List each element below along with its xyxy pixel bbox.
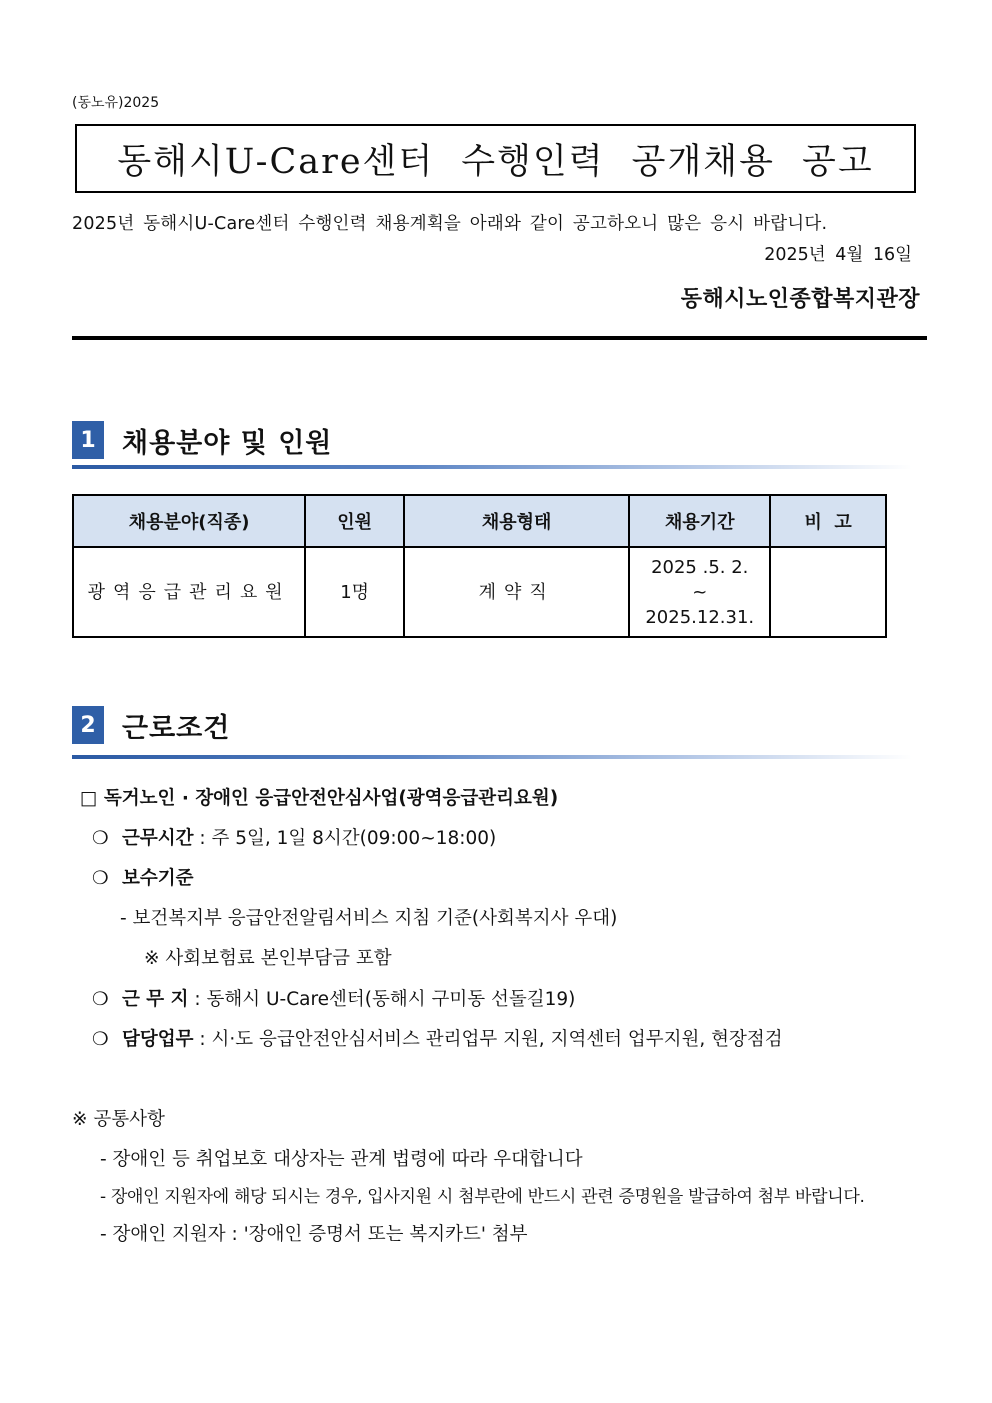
header-note: 비 고 (770, 495, 886, 547)
header-field: 채용분야(직종) (73, 495, 305, 547)
header-divider (72, 336, 927, 340)
section-2-underline (72, 755, 912, 759)
cell-period (629, 547, 770, 637)
bullet-icon: ❍ (92, 828, 109, 849)
period-end: 2025.12.31. (645, 606, 755, 628)
table-header-row (73, 495, 886, 547)
section-1-header (72, 421, 332, 459)
cell-note (770, 547, 886, 637)
table-row (73, 547, 886, 637)
condition-text: : 시·도 응급안전안심서비스 관리업무 지원, 지역센터 업무지원, 현장점검 (193, 1029, 783, 1050)
announcement-date: 2025년 4월 16일 (764, 245, 912, 265)
condition-work-hours (92, 824, 496, 850)
bullet-icon: ❍ (92, 989, 109, 1010)
period-separator: ~ (692, 581, 708, 603)
header-type: 채용형태 (404, 495, 629, 547)
bullet-icon: ❍ (92, 1029, 109, 1050)
cell-count: 1명 (305, 547, 404, 637)
common-item: - 장애인 지원자에 해당 되시는 경우, 입사지원 시 첨부란에 반드시 관련 증명원을 발급하여 첨부 바랍니다. (100, 1187, 865, 1207)
page-title: 동해시U-Care센터 수행인력 공개채용 공고 (117, 141, 874, 182)
pay-note: ※ 사회보험료 본인부담금 포함 (144, 948, 392, 969)
section-1-number: 1 (72, 421, 104, 459)
section-2-header (72, 706, 230, 744)
section-2-number: 2 (72, 706, 104, 744)
section-2-title: 근로조건 (122, 712, 231, 744)
recruitment-table (72, 494, 887, 638)
common-item: - 장애인 등 취업보호 대상자는 관계 법령에 따라 우대합니다 (100, 1149, 583, 1170)
cell-type: 계약직 (404, 547, 629, 637)
document-code: (동노유)2025 (72, 95, 160, 111)
condition-text: : 동해시 U-Care센터(동해시 구미동 선돌길19) (188, 989, 576, 1010)
common-item: - 장애인 지원자 : '장애인 증명서 또는 복지카드' 첨부 (100, 1224, 528, 1245)
bullet-icon: ❍ (92, 868, 109, 889)
cell-field: 광역응급관리요원 (73, 547, 305, 637)
condition-label: 근 무 지 (122, 989, 189, 1010)
condition-label: 담당업무 (122, 1029, 194, 1050)
pay-detail: - 보건복지부 응급안전알림서비스 지침 기준(사회복지사 우대) (120, 908, 618, 929)
section-1-underline (72, 465, 912, 469)
condition-pay (92, 864, 193, 890)
period-start: 2025 .5. 2. (651, 556, 749, 578)
header-period: 채용기간 (629, 495, 770, 547)
common-heading: ※ 공통사항 (72, 1109, 165, 1130)
intro-text: 2025년 동해시U-Care센터 수행인력 채용계획을 아래와 같이 공고하오니 많은 응시 바랍니다. (72, 214, 828, 234)
condition-label: 근무시간 (122, 828, 194, 849)
title-box (75, 124, 916, 193)
header-count: 인원 (305, 495, 404, 547)
condition-label: 보수기준 (122, 868, 194, 889)
section-1-title: 채용분야 및 인원 (122, 427, 333, 459)
condition-text: : 주 5일, 1일 8시간(09:00~18:00) (193, 828, 497, 849)
program-heading: □ 독거노인 · 장애인 응급안전안심사업(광역응급관리요원) (80, 788, 559, 809)
issuer: 동해시노인종합복지관장 (680, 287, 920, 312)
condition-duties (92, 1025, 783, 1051)
condition-location (92, 985, 575, 1011)
